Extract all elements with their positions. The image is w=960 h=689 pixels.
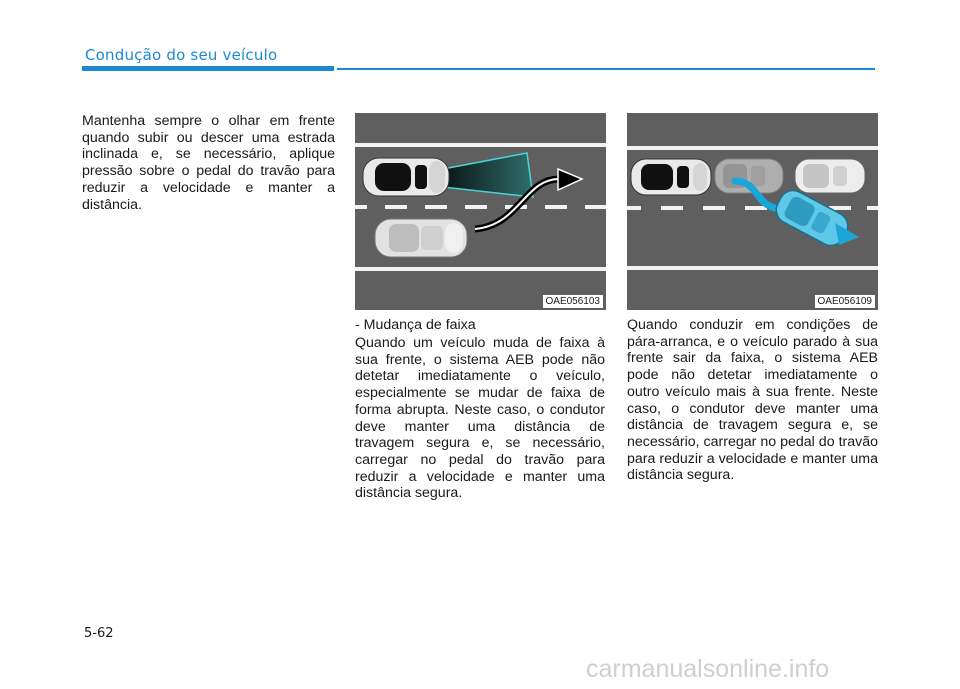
- header-rule-thick: [82, 66, 334, 71]
- stop-and-go-paragraph: Quando conduzir em condições de pára-arranca, e o veículo parado à sua frente sair da faixa, o sistema AEB pode não detetar imediatamente o outro veículo mais à sua frente. Neste caso, o condutor deve manter uma distância de travagem segura e, se necessário, carregar no pedal do travão para reduzir a velocidade e manter uma distância segura.: [627, 317, 878, 484]
- figure-code-label: OAE056103: [543, 295, 604, 308]
- vehicle-ahead-car: [795, 159, 865, 193]
- own-vehicle-car: [363, 158, 449, 196]
- lane-change-illustration: [355, 113, 606, 310]
- stop-and-go-road-svg: [627, 113, 878, 310]
- sensor-field: [443, 153, 533, 197]
- own-vehicle-car: [631, 159, 711, 195]
- watermark: carmanualsonline.info: [586, 655, 830, 683]
- lane-change-subheading: - Mudança de faixa: [355, 317, 476, 333]
- stop-and-go-illustration: [627, 113, 878, 310]
- section-title: Condução do seu veículo: [85, 46, 278, 64]
- figure-code-label: OAE056109: [815, 295, 876, 308]
- lane-change-paragraph: Quando um veículo muda de faixa à sua frente, o sistema AEB pode não detetar imediatamente o veículo, especialmente se mudar de faixa de forma abrupta. Neste caso, o condutor deve manter uma distância de travagem segura e, se necessário, carregar no pedal do travão para reduzir a velocidade e manter uma distância segura.: [355, 335, 605, 502]
- arrow-head-icon: [558, 169, 582, 190]
- header-rule-thin: [337, 68, 875, 70]
- page-number: 5-62: [84, 626, 114, 641]
- merging-car: [375, 219, 467, 257]
- left-column-paragraph: Mantenha sempre o olhar em frente quando subir ou descer uma estrada inclinada e, se necessário, aplique pressão sobre o pedal do travão para reduzir a velocidade e manter a distância.: [82, 113, 335, 213]
- lane-change-road-svg: [355, 113, 606, 310]
